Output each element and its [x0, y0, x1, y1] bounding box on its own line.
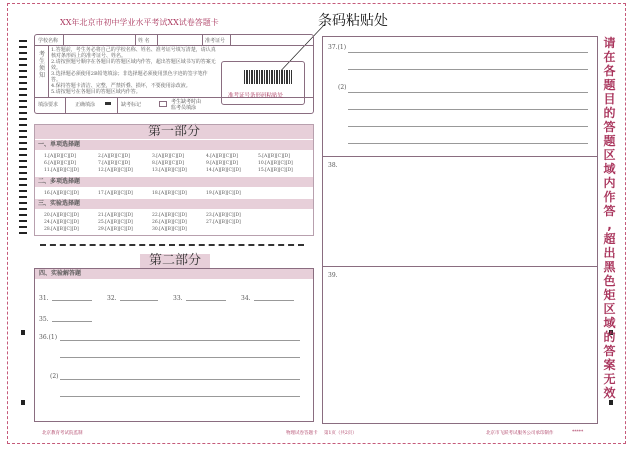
section2-title: 二、多项选择题 [34, 177, 314, 187]
timing-mark [21, 330, 25, 335]
q37b-answer-line[interactable] [348, 92, 588, 93]
sheet-title: XX年北京市初中学业水平考试XX试卷答题卡 [60, 18, 219, 27]
student-info-box [34, 34, 314, 114]
choice-item[interactable]: 20.[A][B][C][D] [44, 213, 79, 218]
q36-answer-line[interactable] [60, 357, 300, 358]
choice-item[interactable]: 11.[A][B][C][D] [44, 168, 79, 173]
q37-answer-line[interactable] [348, 69, 588, 70]
q35-answer-line[interactable] [52, 321, 92, 322]
choice-item[interactable]: 29.[A][B][C][D] [98, 227, 133, 232]
choice-item[interactable]: 25.[A][B][C][D] [98, 220, 133, 225]
q35-label: 35. [39, 316, 49, 323]
q37b-label: (2) [338, 84, 347, 91]
barcode-callout: 条码粘贴处 [318, 13, 388, 29]
q39-label: 39. [328, 272, 338, 279]
section3-title: 三、实验选择题 [34, 199, 314, 209]
q34-answer-line[interactable] [254, 300, 294, 301]
q36b-label: (2) [50, 373, 59, 380]
timing-mark [609, 400, 613, 405]
choice-item[interactable]: 26.[A][B][C][D] [152, 220, 187, 225]
choice-item[interactable]: 6.[A][B][C][D] [44, 161, 76, 166]
choice-item[interactable]: 3.[A][B][C][D] [152, 154, 184, 159]
q33-label: 33. [173, 295, 183, 302]
exam-no-label: 准考证号 [205, 38, 226, 44]
correct-fill-label: 正确填涂 [75, 102, 96, 108]
part1-box [34, 124, 314, 236]
barcode-graphic [244, 70, 292, 84]
q36b-answer-line[interactable] [60, 379, 300, 380]
choice-item[interactable]: 19.[A][B][C][D] [206, 191, 241, 196]
q32-label: 32. [107, 295, 117, 302]
part-separator [40, 244, 304, 246]
choice-item[interactable]: 13.[A][B][C][D] [152, 168, 187, 173]
choice-item[interactable]: 27.[A][B][C][D] [206, 220, 241, 225]
q33-answer-line[interactable] [186, 300, 226, 301]
part1-title: 第一部分 [34, 125, 314, 139]
absent-label: 缺考标记 [121, 102, 142, 108]
barcode-caption: 准考证号条形码粘贴处 [228, 93, 284, 99]
choice-item[interactable]: 12.[A][B][C][D] [98, 168, 133, 173]
name-label: 姓 名 [138, 38, 150, 44]
choice-item[interactable]: 10.[A][B][C][D] [258, 161, 293, 166]
instructions-text: 1.答题前，考生务必将自己的学校名称、姓名、准考证号填写清楚，请认真核对条形码上的准考证号、姓名。 2.请按照题号顺序在各题目的答题区域内作答，超出答题区域书写的答案无效。 3.选择题必须使用2B铅笔填涂；非选择题必须使用黑色字迹的签字笔作答。 4.保持答题卡清洁、完整，严禁折叠、损坏，不要使用涂改液。 5.请按题号在各题目的答题区域内作答。 [51, 47, 216, 95]
choice-item[interactable]: 5.[A][B][C][D] [258, 154, 290, 159]
choice-item[interactable]: 17.[A][B][C][D] [98, 191, 133, 196]
section4-title: 四、实验解答题 [35, 269, 313, 279]
choice-item[interactable]: 28.[A][B][C][D] [44, 227, 79, 232]
school-label: 学校名称 [38, 38, 59, 44]
footer-code: ***** [572, 430, 584, 435]
choice-item[interactable]: 2.[A][B][C][D] [98, 154, 130, 159]
part2-title: 第二部分 [140, 254, 210, 268]
choice-item[interactable]: 8.[A][B][C][D] [152, 161, 184, 166]
footer-mid1: 物理试卷答题卡 [286, 431, 318, 436]
absent-note: 考生缺考时由监考员填涂 [171, 99, 202, 111]
fill-example-label: 填涂要求 [38, 102, 59, 108]
choice-item[interactable]: 22.[A][B][C][D] [152, 213, 187, 218]
choice-item[interactable]: 1.[A][B][C][D] [44, 154, 76, 159]
right-answer-box [322, 36, 598, 424]
q37-answer-line[interactable] [348, 52, 588, 53]
choice-item[interactable]: 4.[A][B][C][D] [206, 154, 238, 159]
footer-right: 北京市飞跃考试服务公司承印制作 [486, 431, 554, 436]
side-notice: 请 在 各 题 目 的 答 题 区 域 内 作 答 , 超 出 黑 色 矩 区 域 的 答 案 无 效 [603, 36, 616, 400]
choice-item[interactable]: 23.[A][B][C][D] [206, 213, 241, 218]
q38-label: 38. [328, 162, 338, 169]
q37b-answer-line[interactable] [348, 109, 588, 110]
choice-item[interactable]: 7.[A][B][C][D] [98, 161, 130, 166]
timing-marks-left [19, 40, 27, 238]
choice-item[interactable]: 24.[A][B][C][D] [44, 220, 79, 225]
q36-label: 36.(1) [39, 334, 58, 341]
correct-fill-sample [105, 102, 111, 105]
q37-label: 37.(1) [328, 44, 347, 51]
choice-item[interactable]: 18.[A][B][C][D] [152, 191, 187, 196]
q36-answer-line[interactable] [60, 340, 300, 341]
q36b-answer-line[interactable] [60, 396, 300, 397]
q32-answer-line[interactable] [120, 300, 158, 301]
timing-mark [21, 400, 25, 405]
barcode-area [221, 61, 305, 105]
choice-item[interactable]: 21.[A][B][C][D] [98, 213, 133, 218]
footer-left: 北京教育考试院监制 [42, 431, 83, 436]
q34-label: 34. [241, 295, 251, 302]
choice-item[interactable]: 14.[A][B][C][D] [206, 168, 241, 173]
choice-item[interactable]: 30.[A][B][C][D] [152, 227, 187, 232]
footer-mid2: 第1页（共2页） [324, 431, 357, 436]
choice-item[interactable]: 9.[A][B][C][D] [206, 161, 238, 166]
q37b-answer-line[interactable] [348, 143, 588, 144]
q31-answer-line[interactable] [52, 300, 92, 301]
choice-item[interactable]: 15.[A][B][C][D] [258, 168, 293, 173]
q37b-answer-line[interactable] [348, 126, 588, 127]
choice-item[interactable]: 16.[A][B][C][D] [44, 191, 79, 196]
absent-checkbox[interactable] [159, 101, 167, 107]
instructions-label: 考生须知 [39, 51, 46, 79]
section1-title: 一、单项选择题 [34, 140, 314, 150]
part2-box [34, 268, 314, 422]
q31-label: 31. [39, 295, 49, 302]
